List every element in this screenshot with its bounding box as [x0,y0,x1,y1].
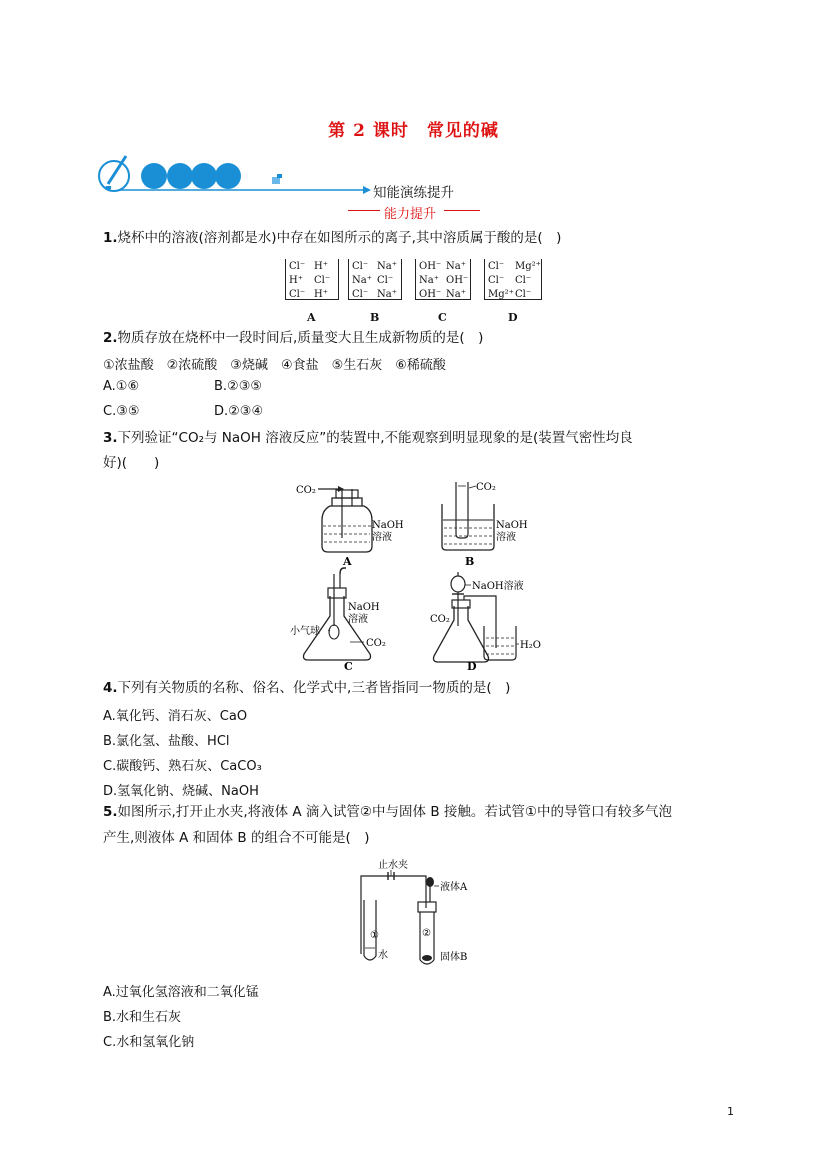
option-A: A.①⑥ [103,379,140,394]
svg-text:CO₂: CO₂ [430,614,450,625]
banner-dot [191,163,217,189]
question-3: 3.下列验证“CO₂与 NaOH 溶液反应”的装置中,不能观察到明显现象的是(装置气密性均良 [103,430,633,446]
beaker-label: A [307,311,316,324]
q5-apparatus-figure [348,856,488,968]
question-text: 烧杯中的溶液(溶剂都是水)中存在如图所示的离子,其中溶质属于酸的是( ) [117,230,562,246]
svg-text:NaOH: NaOH [348,602,380,613]
option-B: B.②③⑤ [214,379,263,394]
svg-text:CO₂: CO₂ [366,638,386,649]
beaker-D: Cl⁻ Mg²⁺ Cl⁻ Cl⁻ Mg²⁺ Cl⁻ [484,259,542,300]
option-C: C.水和氢氧化钠 [103,1035,195,1050]
subsection-heading: 能力提升 [384,207,437,222]
q3-apparatus-figure [290,476,560,672]
svg-text:固体B: 固体B [440,952,468,963]
svg-text:B: B [465,555,475,568]
option-A: A.过氧化氢溶液和二氧化锰 [103,985,259,1000]
section-heading: 知能演练提升 [373,185,454,201]
svg-text:C: C [344,660,353,672]
beaker-C: OH⁻ Na⁺ Na⁺ OH⁻ OH⁻ Na⁺ [415,259,471,300]
banner-dot [215,163,241,189]
svg-text:液体A: 液体A [440,882,468,893]
apparatus-D [430,572,541,672]
option-B: B.水和生石灰 [103,1010,182,1025]
svg-text:溶液: 溶液 [348,614,368,625]
option-B: B.氯化氢、盐酸、HCl [103,734,230,749]
beaker-label: D [508,311,518,324]
svg-text:A: A [343,555,352,568]
beaker-B: Cl⁻ Na⁺ Na⁺ Cl⁻ Cl⁻ Na⁺ [348,259,402,300]
option-D: D.氢氧化钠、烧碱、NaOH [103,784,259,799]
page-number: 1 [727,1105,734,1118]
page-title: 第 2 课时 常见的碱 [328,121,499,141]
svg-text:NaOH: NaOH [496,520,528,531]
svg-text:溶液: 溶液 [496,532,516,543]
banner-dot [141,163,167,189]
svg-text:CO₂: CO₂ [296,485,316,496]
svg-text:水: 水 [378,950,388,961]
option-D: D.②③④ [214,404,264,419]
beaker-A: Cl⁻ H⁺ H⁺ Cl⁻ Cl⁻ H⁺ [285,259,339,300]
svg-text:①: ① [370,930,379,941]
svg-text:小气球: 小气球 [290,626,320,637]
question-2: 2.物质存放在烧杯中一段时间后,质量变大且生成新物质的是( ) [103,330,484,346]
svg-text:CO₂: CO₂ [476,482,496,493]
question-4: 4.下列有关物质的名称、俗名、化学式中,三者皆指同一物质的是( ) [103,680,511,696]
question-5: 5.如图所示,打开止水夹,将液体 A 滴入试管②中与固体 B 接触。若试管①中的导管口有较多气泡 [103,804,672,820]
question-5-cont: 产生,则液体 A 和固体 B 的组合不可能是( ) [103,830,370,846]
question-3-cont: 好)( ) [103,455,160,471]
option-A: A.氧化钙、消石灰、CaO [103,709,248,724]
svg-text:溶液: 溶液 [372,532,392,543]
apparatus-A [296,485,404,568]
svg-text:H₂O: H₂O [520,640,541,651]
svg-text:止水夹: 止水夹 [378,860,408,871]
svg-text:D: D [467,660,477,672]
option-C: C.③⑤ [103,404,140,419]
banner-dot [167,163,193,189]
svg-text:②: ② [422,928,431,939]
svg-text:NaOH溶液: NaOH溶液 [472,581,524,592]
apparatus-B [442,482,528,568]
beaker-label: C [438,311,447,324]
beaker-label: B [370,311,380,324]
svg-text:NaOH: NaOH [372,520,404,531]
brush-icon [108,156,126,184]
apparatus-C [290,568,386,672]
option-C: C.碳酸钙、熟石灰、CaCO₃ [103,759,262,774]
question-number: 1. [103,230,118,246]
question-2-items: ①浓盐酸 ②浓硫酸 ③烧碱 ④食盐 ⑤生石灰 ⑥稀硫酸 [103,358,446,373]
question-1 [103,229,561,247]
